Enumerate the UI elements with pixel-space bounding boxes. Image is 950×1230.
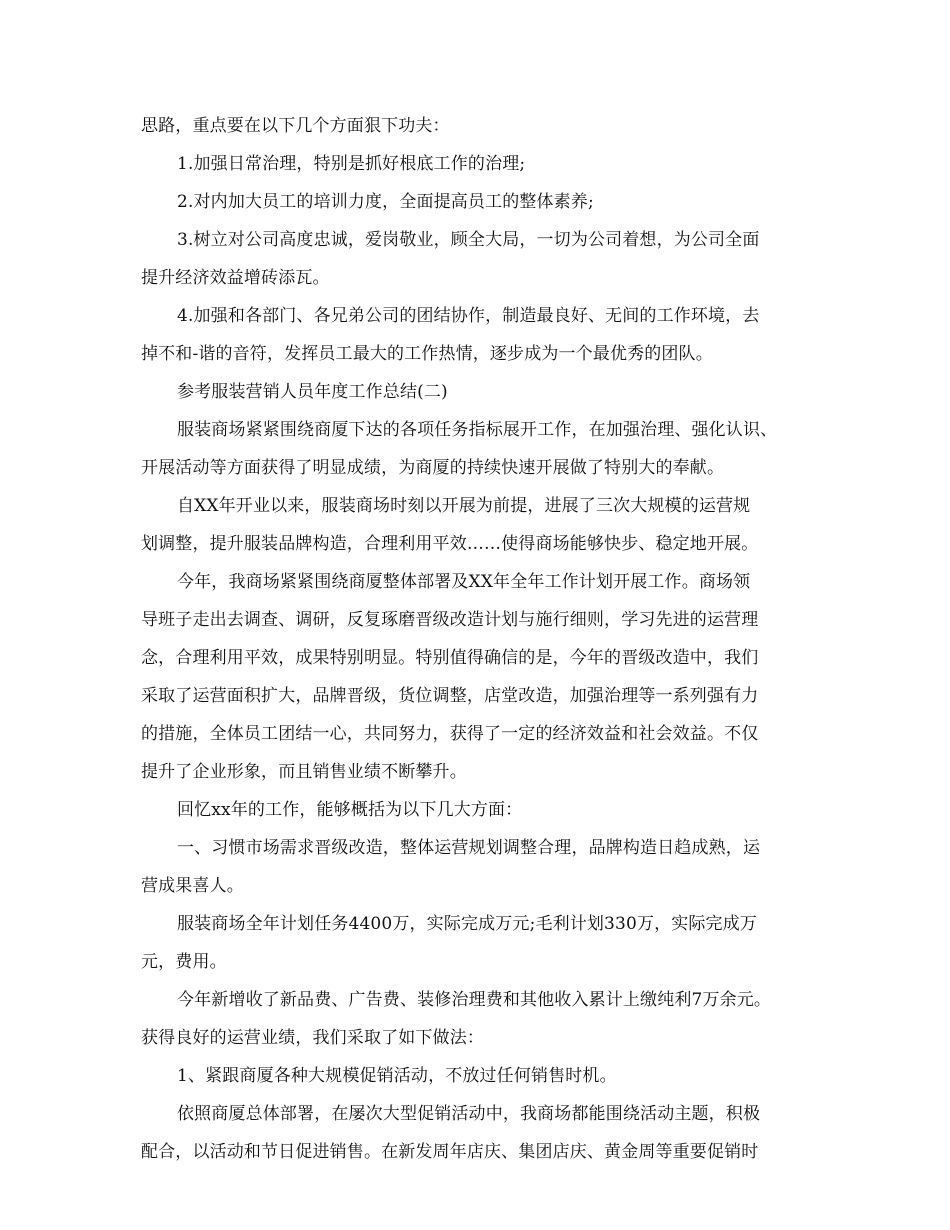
text-line: 提升经济效益增砖添瓦。 bbox=[141, 268, 330, 288]
text-line: 3.树立对公司高度忠诚，爱岗敬业，顾全大局，一切为公司着想，为公司全面 bbox=[177, 230, 760, 250]
text-line: 获得良好的运营业绩，我们采取了如下做法： bbox=[141, 1028, 484, 1048]
text-line: 配合，以活动和节日促进销售。在新发周年店庆、集团店庆、黄金周等重要促销时 bbox=[141, 1142, 759, 1162]
text-line: 一、习惯市场需求晋级改造，整体运营规划调整合理，品牌构造日趋成熟，运 bbox=[177, 838, 761, 858]
text-line: 1、紧跟商厦各种大规模促销活动，不放过任何销售时机。 bbox=[177, 1066, 617, 1086]
text-line: 服装商场全年计划任务4400万，实际完成万元;毛利计划330万，实际完成万 bbox=[177, 914, 757, 934]
text-line: 划调整，提升服装品牌构造，合理利用平效……使得商场能够快步、稳定地开展。 bbox=[141, 534, 759, 554]
text-line: 元，费用。 bbox=[141, 952, 227, 972]
text-line: 4.加强和各部门、各兄弟公司的团结协作，制造最良好、无间的工作环境，去 bbox=[177, 306, 760, 326]
text-line: 今年，我商场紧紧围绕商厦整体部署及XX年全年工作计划开展工作。商场领 bbox=[177, 572, 751, 592]
text-line: 念，合理利用平效，成果特别明显。特别值得确信的是，今年的晋级改造中，我们 bbox=[141, 648, 759, 668]
text-line: 思路，重点要在以下几个方面狠下功夫： bbox=[141, 116, 450, 136]
text-line: 今年新增收了新品费、广告费、装修治理费和其他收入累计上缴纯利7万余元。 bbox=[177, 990, 772, 1010]
text-line: 的措施，全体员工团结一心，共同努力，获得了一定的经济效益和社会效益。不仅 bbox=[141, 724, 759, 744]
text-line: 回忆xx年的工作，能够概括为以下几大方面： bbox=[177, 800, 523, 820]
text-line: 采取了运营面积扩大，品牌晋级，货位调整，店堂改造，加强治理等一系列强有力 bbox=[141, 686, 759, 706]
text-line: 自XX年开业以来，服装商场时刻以开展为前提，进展了三次大规模的运营规 bbox=[177, 496, 751, 516]
text-line: 掉不和-谐的音符，发挥员工最大的工作热情，逐步成为一个最优秀的团队。 bbox=[141, 344, 713, 364]
text-line: 2.对内加大员工的培训力度，全面提高员工的整体素养; bbox=[177, 192, 594, 212]
section-heading: 参考服装营销人员年度工作总结(二) bbox=[177, 382, 448, 402]
text-line: 1.加强日常治理，特别是抓好根底工作的治理; bbox=[177, 154, 526, 174]
text-line: 开展活动等方面获得了明显成绩，为商厦的持续快速开展做了特别大的奉献。 bbox=[141, 458, 725, 478]
text-line: 依照商厦总体部署，在屡次大型促销活动中，我商场都能围绕活动主题，积极 bbox=[177, 1104, 761, 1124]
text-line: 营成果喜人。 bbox=[141, 876, 244, 896]
text-line: 导班子走出去调查、调研，反复琢磨晋级改造计划与施行细则，学习先进的运营理 bbox=[141, 610, 759, 630]
text-line: 服装商场紧紧围绕商厦下达的各项任务指标展开工作，在加强治理、强化认识、 bbox=[177, 420, 778, 440]
text-line: 提升了企业形象，而且销售业绩不断攀升。 bbox=[141, 762, 467, 782]
